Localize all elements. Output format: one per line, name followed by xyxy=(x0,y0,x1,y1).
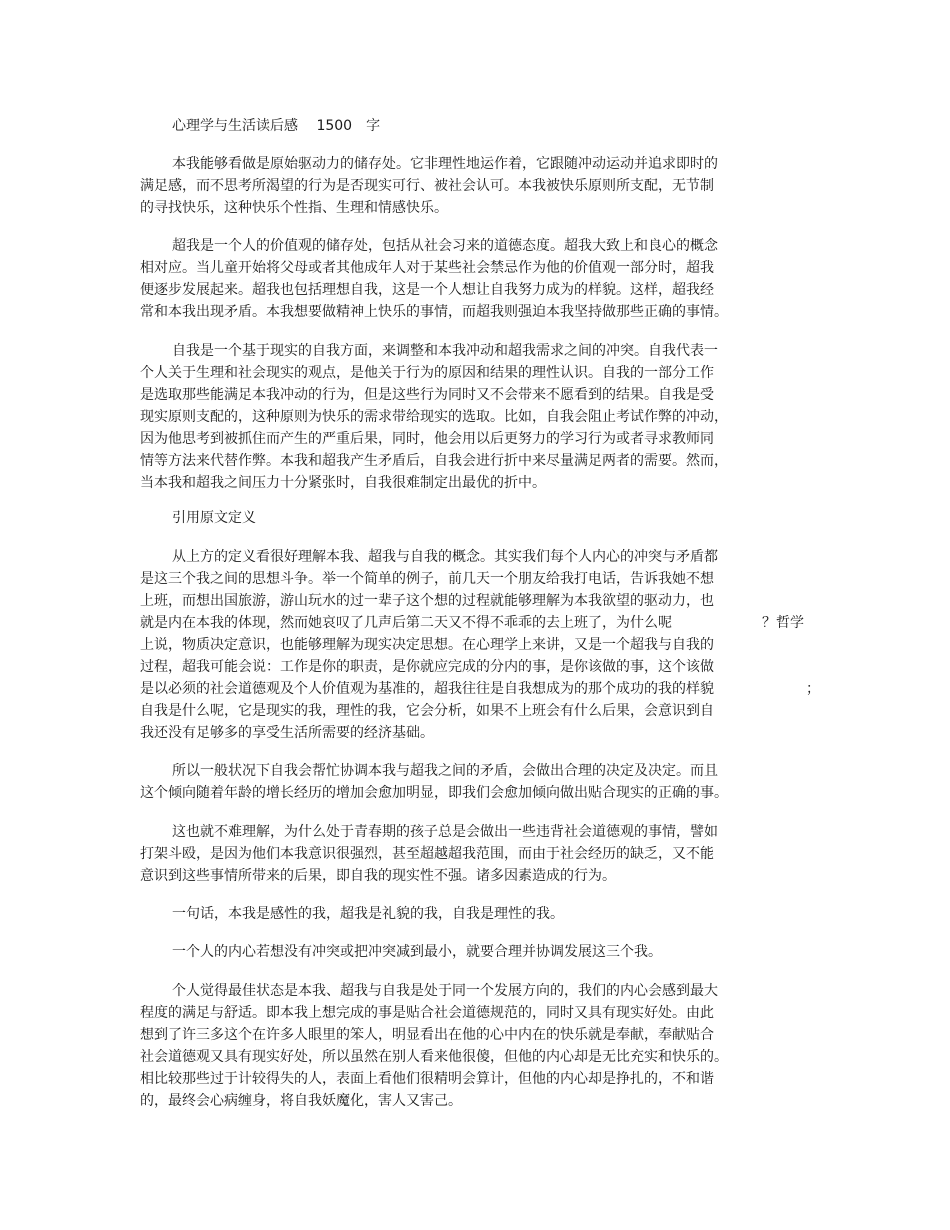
paragraph-1-line: 满足感，而不思考所渴望的行为是否现实可行、被社会认可。本我被快乐原则所支配，无节制 xyxy=(140,178,714,194)
paragraph-10-line: 程度的满足与舒适。即本我上想完成的事是贴合社会道德规范的，同时又具有现实好处。由此 xyxy=(140,1005,714,1021)
paragraph-5-line: 我还没有足够多的享受生活所需要的经济基础。 xyxy=(140,725,434,741)
paragraph-1-line: 本我能够看做是原始驱动力的储存处。它非理性地运作着，它跟随冲动运动并追求即时的 xyxy=(172,156,718,172)
paragraph-10-line: 个人觉得最佳状态是本我、超我与自我是处于同一个发展方向的，我们的内心会感到最大 xyxy=(172,983,718,999)
paragraph-7-line: 打架斗殴，是因为他们本我意识很强烈，甚至超越超我范围，而由于社会经历的缺乏，又不能 xyxy=(140,846,714,862)
document-title: 心理学与生活读后感 1500 字 xyxy=(172,118,381,134)
paragraph-10-line: 的，最终会心病缠身，将自我妖魔化，害人又害己。 xyxy=(140,1093,462,1109)
paragraph-6-line: 这个倾向随着年龄的增长经历的增加会愈加明显，即我们会愈加倾向做出贴合现实的正确的事。 xyxy=(140,785,728,801)
paragraph-6-line: 所以一般状况下自我会帮忙协调本我与超我之间的矛盾，会做出合理的决定及决定。而且 xyxy=(172,763,718,779)
paragraph-10-line: 相比较那些过于计较得失的人，表面上看他们很精明会算计，但他的内心却是挣扎的，不和谐 xyxy=(140,1071,714,1087)
paragraph-7-line: 这也就不难理解，为什么处于青春期的孩子总是会做出一些违背社会道德观的事情，譬如 xyxy=(172,824,718,840)
summary-line: 一句话，本我是感性的我，超我是礼貌的我，自我是理性的我。 xyxy=(172,906,564,922)
paragraph-10-line: 社会道德观又具有现实好处，所以虽然在别人看来他很傻，但他的内心却是无比充实和快乐的。 xyxy=(140,1049,728,1065)
paragraph-5-side-text: ？哲学 xyxy=(762,615,804,631)
paragraph-10-line: 想到了许三多这个在许多人眼里的笨人，明显看出在他的心中内在的快乐就是奉献，奉献贴合 xyxy=(140,1027,714,1043)
paragraph-3-line: 个人关于生理和社会现实的观点，是他关于行为的原因和结果的理性认识。自我的一部分工作 xyxy=(140,365,714,381)
paragraph-2-line: 超我是一个人的价值观的储存处，包括从社会习来的道德态度。超我大致上和良心的概念 xyxy=(172,238,718,254)
citation-note: 引用原文定义 xyxy=(172,510,256,526)
paragraph-5-line: 是以必须的社会道德观及个人价值观为基准的，超我往往是自我想成为的那个成功的我的样貌 xyxy=(140,681,714,697)
paragraph-5-line: 上说，物质决定意识，也能够理解为现实决定思想。在心理学上来讲，又是一个超我与自我的 xyxy=(140,637,714,653)
paragraph-5-line: 过程，超我可能会说：工作是你的职责，是你就应完成的分内的事，是你该做的事，这个该做 xyxy=(140,659,714,675)
paragraph-7-line: 意识到这些事情所带来的后果，即自我的现实性不强。诸多因素造成的行为。 xyxy=(140,868,616,884)
paragraph-5-line: 上班，而想出国旅游，游山玩水的过一辈子这个想的过程就能够理解为本我欲望的驱动力，也 xyxy=(140,593,714,609)
paragraph-2-line: 常和本我出现矛盾。本我想要做精神上快乐的事情，而超我则强迫本我坚持做那些正确的事情。 xyxy=(140,304,728,320)
paragraph-5-line: 自我是什么呢，它是现实的我，理性的我，它会分析，如果不上班会有什么后果，会意识到自 xyxy=(140,703,714,719)
paragraph-5-line: 就是内在本我的体现，然而她哀叹了几声后第二天又不得不乖乖的去上班了，为什么呢 xyxy=(140,615,672,631)
paragraph-2-line: 便逐步发展起来。超我也包括理想自我，这是一个人想让自我努力成为的样貌。这样，超我经 xyxy=(140,282,714,298)
paragraph-2-line: 相对应。当儿童开始将父母或者其他成年人对于某些社会禁忌作为他的价值观一部分时，超我 xyxy=(140,260,714,276)
paragraph-5-line: 从上方的定义看很好理解本我、超我与自我的概念。其实我们每个人内心的冲突与矛盾都 xyxy=(172,549,718,565)
paragraph-3-line: 当本我和超我之间压力十分紧张时，自我很难制定出最优的折中。 xyxy=(140,475,546,491)
paragraph-1-line: 的寻找快乐，这种快乐个性指、生理和情感快乐。 xyxy=(140,200,448,216)
paragraph-3-line: 情等方法来代替作弊。本我和超我产生矛盾后，自我会进行折中来尽量满足两者的需要。然而， xyxy=(140,453,728,469)
paragraph-3-line: 自我是一个基于现实的自我方面，来调整和本我冲动和超我需求之间的冲突。自我代表一 xyxy=(172,343,718,359)
advice-line: 一个人的内心若想没有冲突或把冲突减到最小，就要合理并协调发展这三个我。 xyxy=(172,944,662,960)
paragraph-3-line: 现实原则支配的，这种原则为快乐的需求带给现实的选取。比如，自我会阻止考试作弊的冲动， xyxy=(140,409,728,425)
paragraph-3-line: 是选取那些能满足本我冲动的行为，但是这些行为同时又不会带来不愿看到的结果。自我是受 xyxy=(140,387,714,403)
paragraph-5-side-punct: ； xyxy=(806,681,820,697)
paragraph-5-line: 是这三个我之间的思想斗争。举一个简单的例子，前几天一个朋友给我打电话，告诉我她不想 xyxy=(140,571,714,587)
paragraph-3-line: 因为他思考到被抓住而产生的严重后果，同时，他会用以后更努力的学习行为或者寻求教师同 xyxy=(140,431,714,447)
